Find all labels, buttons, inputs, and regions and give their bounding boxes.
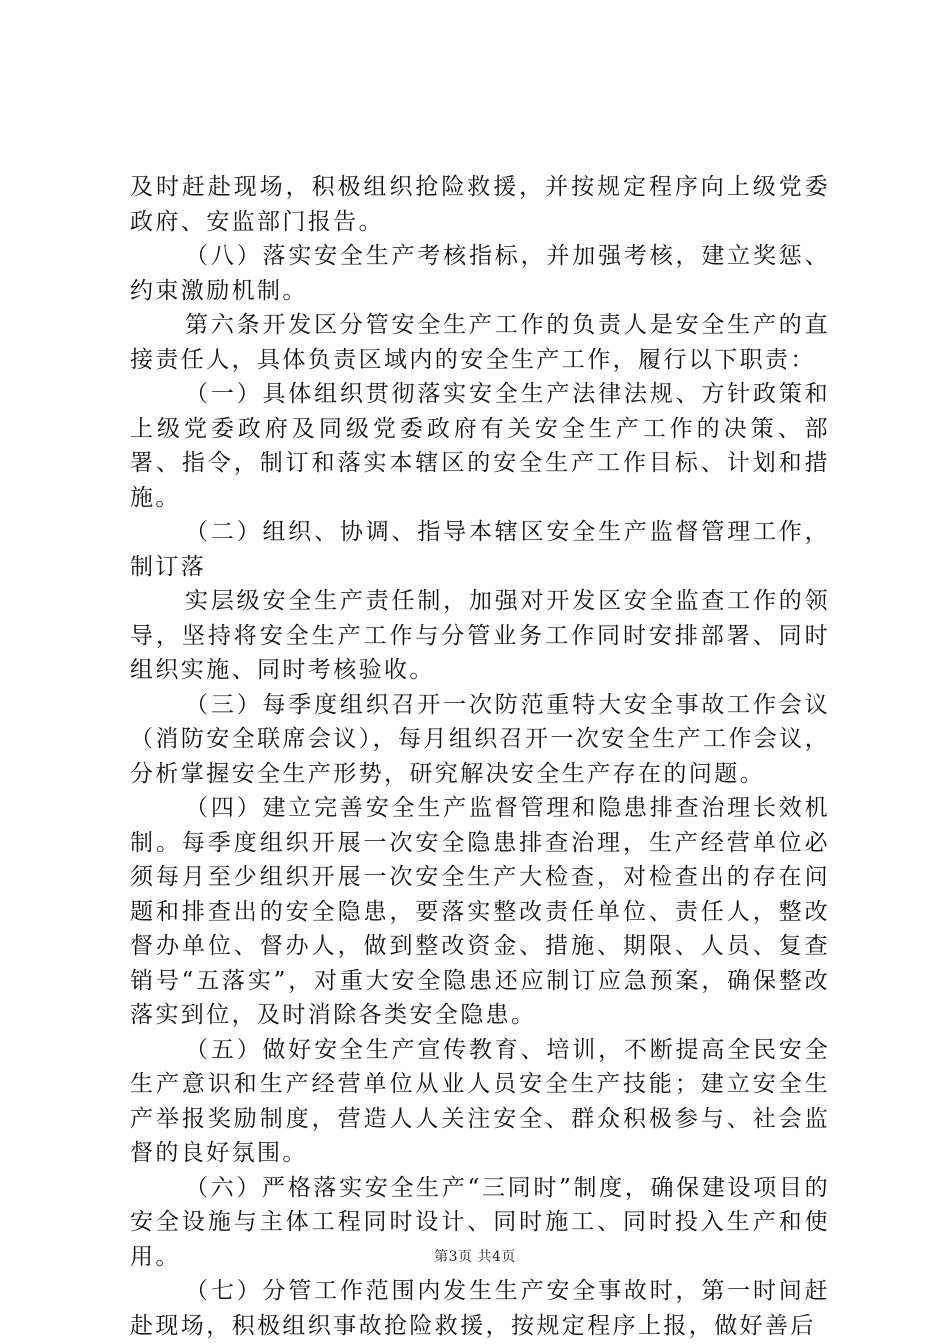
paragraph-7: （三）每季度组织召开一次防范重特大安全事故工作会议（消防安全联席会议），每月组织召开一次安全生产工作会议，分析掌握安全生产形势，研究解决安全生产存在的问题。 bbox=[130, 691, 830, 787]
paragraph-4: （一）具体组织贯彻落实安全生产法律法规、方针政策和上级党委政府及同级党委政府有关安全生产工作的决策、部署、指令，制订和落实本辖区的安全生产工作目标、计划和措施。 bbox=[130, 381, 830, 511]
paragraph-10: （六）严格落实安全生产“三同时”制度，确保建设项目的安全设施与主体工程同时设计、同时施工、同时投入生产和使用。 bbox=[130, 1174, 830, 1270]
paragraph-11: （七）分管工作范围内发生生产安全事故时，第一时间赶赴现场，积极组织事故抢险救援，按规定程序上报，做好善后 bbox=[130, 1278, 830, 1339]
paragraph-1: 及时赶赴现场，积极组织抢险救援，并按规定程序向上级党委政府、安监部门报告。 bbox=[130, 174, 830, 235]
paragraph-2: （八）落实安全生产考核指标，并加强考核，建立奖惩、约束激励机制。 bbox=[130, 243, 830, 304]
paragraph-3: 第六条开发区分管安全生产工作的负责人是安全生产的直接责任人，具体负责区域内的安全生产工作，履行以下职责： bbox=[130, 312, 830, 373]
paragraph-9: （五）做好安全生产宣传教育、培训，不断提高全民安全生产意识和生产经营单位从业人员安全生产技能；建立安全生产举报奖励制度，营造人人关注安全、群众积极参与、社会监督的良好氛围。 bbox=[130, 1036, 830, 1166]
paragraph-6: 实层级安全生产责任制，加强对开发区安全监查工作的领导，坚持将安全生产工作与分管业务工作同时安排部署、同时组织实施、同时考核验收。 bbox=[130, 588, 830, 683]
document-body bbox=[130, 170, 830, 1343]
paragraph-5: （二）组织、协调、指导本辖区安全生产监督管理工作，制订落 bbox=[130, 519, 830, 580]
page-number-footer: 第3页 共4页 bbox=[434, 1249, 516, 1265]
paragraph-8: （四）建立完善安全生产监督管理和隐患排查治理长效机制。每季度组织开展一次安全隐患排查治理，生产经营单位必须每月至少组织开展一次安全生产大检查，对检查出的存在问题和排查出的安全隐患，要落实整改责任单位、责任人，整改督办单位、督办人，做到整改资金、措施、期限、人员、复查销号“五落实”，对重大安全隐患还应制订应急预案，确保整改落实到位，及时消除各类安全隐患。 bbox=[130, 795, 830, 1028]
